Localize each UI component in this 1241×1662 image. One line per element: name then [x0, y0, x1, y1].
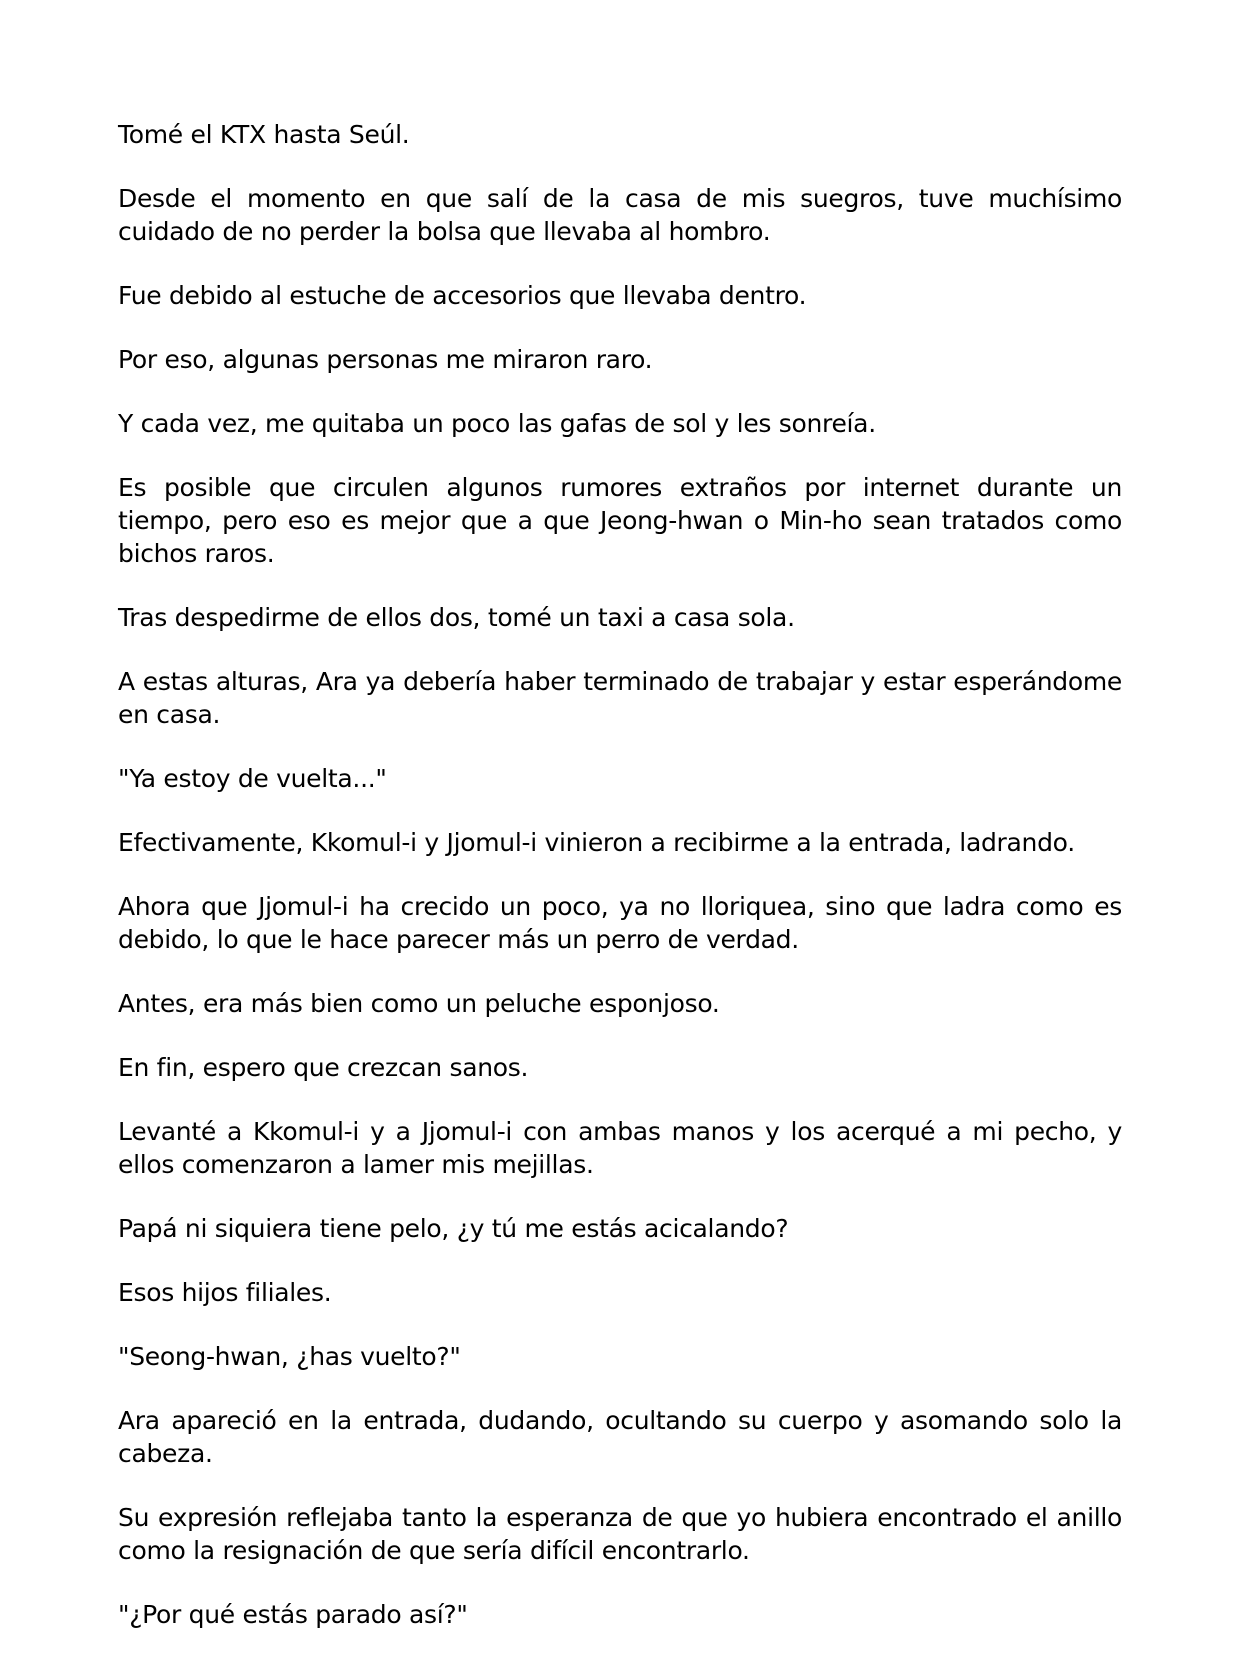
paragraph: Y cada vez, me quitaba un poco las gafas de sol y les sonreía. [118, 409, 876, 438]
dialogue-paragraph: "Ya estoy de vuelta..." [118, 764, 387, 793]
paragraph: Esos hijos filiales. [118, 1278, 332, 1307]
paragraph: Su expresión reflejaba tanto la esperanza de que yo hubiera encontrado el anillo como la resignación de que sería difícil encontrarlo. [118, 1503, 1122, 1565]
paragraph: En fin, espero que crezcan sanos. [118, 1053, 529, 1082]
paragraph: Levanté a Kkomul-i y a Jjomul-i con ambas manos y los acerqué a mi pecho, y ellos comenzaron a lamer mis mejillas. [118, 1117, 1122, 1179]
paragraph: Tras despedirme de ellos dos, tomé un taxi a casa sola. [118, 603, 795, 632]
paragraph: A estas alturas, Ara ya debería haber terminado de trabajar y estar esperándome en casa. [118, 667, 1122, 729]
paragraph: Ara apareció en la entrada, dudando, ocultando su cuerpo y asomando solo la cabeza. [118, 1406, 1122, 1468]
paragraph: Papá ni siquiera tiene pelo, ¿y tú me estás acicalando? [118, 1214, 789, 1243]
paragraph: Fue debido al estuche de accesorios que llevaba dentro. [118, 281, 807, 310]
paragraph: Es posible que circulen algunos rumores extraños por internet durante un tiempo, pero eso es mejor que a que Jeong-hwan o Min-ho sean tratados como bichos raros. [118, 473, 1122, 568]
paragraph: Ahora que Jjomul-i ha crecido un poco, ya no lloriquea, sino que ladra como es debido, lo que le hace parecer más un perro de verdad. [118, 892, 1122, 954]
paragraph: Efectivamente, Kkomul-i y Jjomul-i vinieron a recibirme a la entrada, ladrando. [118, 828, 1075, 857]
dialogue-paragraph: "¿Por qué estás parado así?" [118, 1600, 468, 1629]
dialogue-paragraph: "Seong-hwan, ¿has vuelto?" [118, 1342, 461, 1371]
paragraph: Antes, era más bien como un peluche esponjoso. [118, 989, 720, 1018]
document-page [118, 118, 1122, 1662]
paragraph: Por eso, algunas personas me miraron raro. [118, 345, 653, 374]
paragraph: Desde el momento en que salí de la casa de mis suegros, tuve muchísimo cuidado de no perder la bolsa que llevaba al hombro. [118, 184, 1122, 246]
paragraph: Tomé el KTX hasta Seúl. [118, 120, 410, 149]
